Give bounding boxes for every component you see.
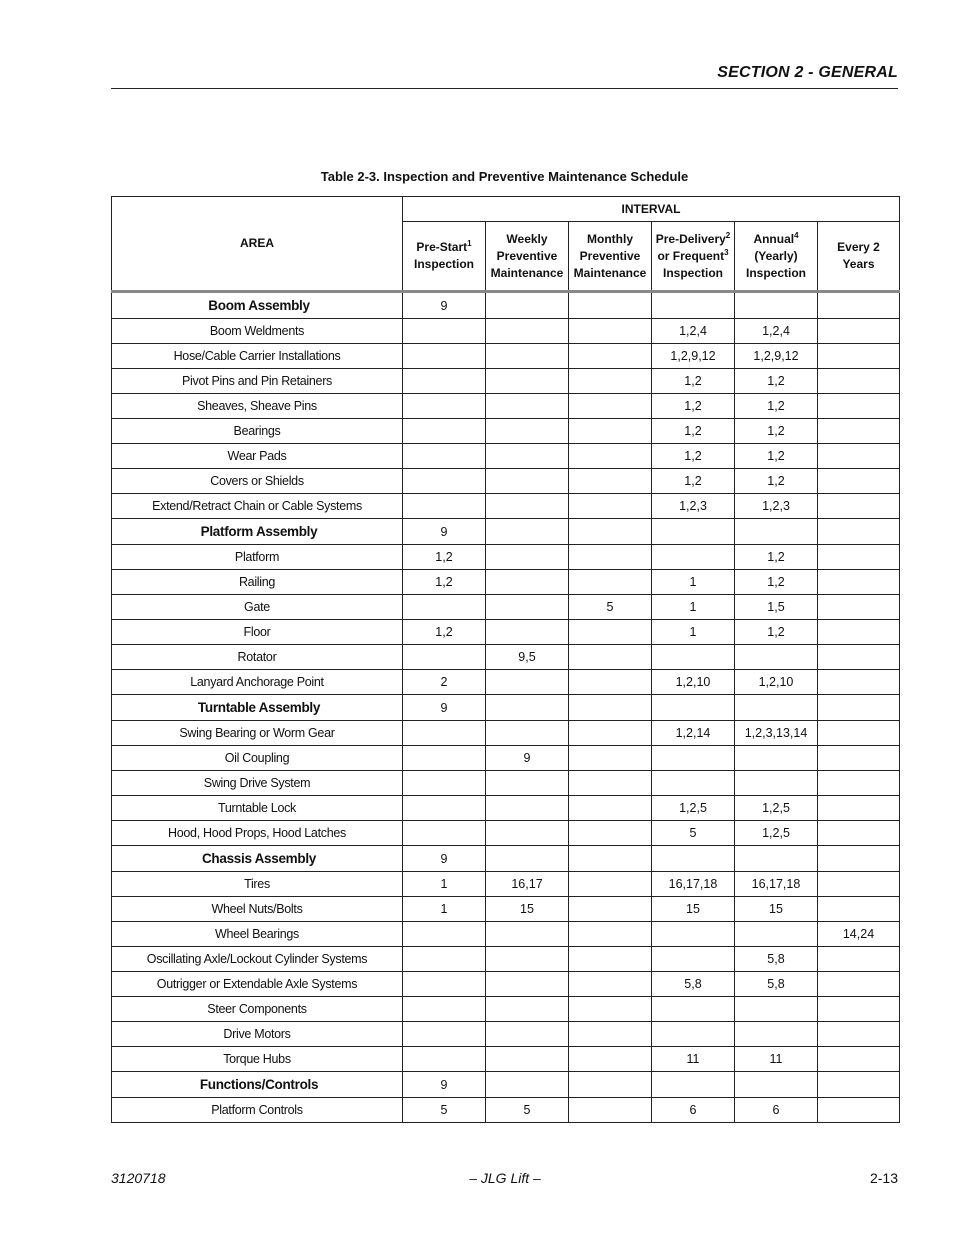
table-row: [112, 947, 900, 972]
table-row: [112, 997, 900, 1022]
col-header-pre-delivery: Pre-Delivery$^2$ or Frequent$^3$ Inspection: [652, 222, 735, 292]
table-section-row: [112, 1072, 900, 1098]
interval-cell: [403, 821, 486, 846]
interval-cell: 1,2,4: [735, 319, 818, 344]
interval-cell: [818, 519, 900, 545]
table-row: [112, 771, 900, 796]
interval-cell: [569, 292, 652, 319]
interval-cell: [735, 519, 818, 545]
interval-cell: [403, 595, 486, 620]
interval-cell: [652, 645, 735, 670]
interval-cell: [403, 922, 486, 947]
interval-cell: 1,2,5: [735, 796, 818, 821]
interval-cell: 1,2: [735, 469, 818, 494]
interval-cell: [403, 469, 486, 494]
table-row: [112, 369, 900, 394]
interval-cell: [403, 444, 486, 469]
interval-cell: [486, 947, 569, 972]
interval-cell: [818, 494, 900, 519]
interval-cell: [569, 494, 652, 519]
interval-cell: [486, 319, 569, 344]
col-header-every-2-years: Every 2 Years: [818, 222, 900, 292]
interval-cell: [818, 997, 900, 1022]
interval-cell: [735, 746, 818, 771]
interval-cell: [486, 670, 569, 695]
interval-cell: [403, 645, 486, 670]
area-label: Boom Weldments: [112, 319, 403, 344]
interval-cell: 1,2: [735, 570, 818, 595]
interval-cell: [818, 796, 900, 821]
table-caption: Table 2-3. Inspection and Preventive Maintenance Schedule: [320, 169, 689, 184]
interval-cell: 11: [652, 1047, 735, 1072]
interval-cell: [569, 1072, 652, 1098]
interval-cell: 1,2,3: [735, 494, 818, 519]
interval-cell: 16,17: [486, 872, 569, 897]
interval-cell: [486, 469, 569, 494]
interval-cell: [818, 645, 900, 670]
interval-cell: [818, 620, 900, 645]
interval-cell: 6: [735, 1098, 818, 1123]
interval-cell: 1: [652, 570, 735, 595]
table-row: [112, 620, 900, 645]
section-label: Platform Assembly: [112, 519, 403, 545]
interval-cell: [403, 1022, 486, 1047]
interval-cell: [569, 897, 652, 922]
interval-cell: [569, 645, 652, 670]
interval-cell: 9: [403, 519, 486, 545]
interval-cell: 15: [735, 897, 818, 922]
table-section-row: [112, 292, 900, 319]
interval-cell: [652, 846, 735, 872]
interval-cell: [735, 1072, 818, 1098]
interval-cell: 1,2,10: [652, 670, 735, 695]
interval-cell: 5: [403, 1098, 486, 1123]
table-row: [112, 670, 900, 695]
table-row: [112, 746, 900, 771]
interval-cell: [486, 997, 569, 1022]
area-label: Outrigger or Extendable Axle Systems: [112, 972, 403, 997]
table-row: [112, 721, 900, 746]
area-label: Bearings: [112, 419, 403, 444]
interval-cell: 15: [486, 897, 569, 922]
interval-cell: [569, 746, 652, 771]
interval-cell: 1: [652, 595, 735, 620]
table-row: [112, 821, 900, 846]
interval-cell: [403, 369, 486, 394]
interval-cell: [818, 872, 900, 897]
interval-cell: 15: [652, 897, 735, 922]
interval-cell: [403, 796, 486, 821]
interval-cell: [569, 369, 652, 394]
interval-cell: [818, 746, 900, 771]
interval-cell: [652, 997, 735, 1022]
interval-cell: [486, 344, 569, 369]
table-row: [112, 1098, 900, 1123]
area-label: Wheel Bearings: [112, 922, 403, 947]
interval-cell: [403, 344, 486, 369]
table-row: [112, 645, 900, 670]
table-row: [112, 394, 900, 419]
interval-cell: [403, 319, 486, 344]
interval-cell: [569, 997, 652, 1022]
interval-cell: [569, 695, 652, 721]
interval-cell: [652, 292, 735, 319]
interval-cell: [735, 846, 818, 872]
interval-cell: [486, 972, 569, 997]
interval-cell: 11: [735, 1047, 818, 1072]
area-label: Extend/Retract Chain or Cable Systems: [112, 494, 403, 519]
table-row: [112, 469, 900, 494]
interval-cell: [735, 997, 818, 1022]
interval-cell: [818, 821, 900, 846]
interval-cell: [818, 419, 900, 444]
interval-cell: [486, 545, 569, 570]
interval-cell: [818, 344, 900, 369]
interval-cell: [818, 897, 900, 922]
interval-cell: [569, 545, 652, 570]
interval-cell: 9: [403, 1072, 486, 1098]
col-header-monthly: Monthly Preventive Maintenance: [569, 222, 652, 292]
interval-cell: 1: [652, 620, 735, 645]
interval-cell: [569, 519, 652, 545]
interval-cell: 1,2,4: [652, 319, 735, 344]
section-label: Boom Assembly: [112, 292, 403, 319]
interval-cell: [569, 972, 652, 997]
interval-cell: [818, 1047, 900, 1072]
area-label: Drive Motors: [112, 1022, 403, 1047]
interval-cell: [735, 292, 818, 319]
interval-cell: 1,2: [652, 419, 735, 444]
interval-cell: [818, 721, 900, 746]
table-row: [112, 444, 900, 469]
interval-cell: [818, 846, 900, 872]
area-label: Wear Pads: [112, 444, 403, 469]
interval-cell: 1,2: [652, 444, 735, 469]
interval-cell: [818, 545, 900, 570]
area-label: Covers or Shields: [112, 469, 403, 494]
interval-cell: 1,2: [652, 369, 735, 394]
interval-cell: [486, 821, 569, 846]
interval-cell: 1,2,5: [652, 796, 735, 821]
interval-cell: [403, 771, 486, 796]
table-row: [112, 796, 900, 821]
interval-cell: [818, 1098, 900, 1123]
interval-cell: 5,8: [735, 972, 818, 997]
area-label: Oscillating Axle/Lockout Cylinder Systems: [112, 947, 403, 972]
table-section-row: [112, 519, 900, 545]
interval-cell: [569, 469, 652, 494]
interval-cell: [486, 922, 569, 947]
area-label: Turntable Lock: [112, 796, 403, 821]
interval-cell: 1: [403, 872, 486, 897]
interval-cell: [818, 1072, 900, 1098]
area-label: Sheaves, Sheave Pins: [112, 394, 403, 419]
section-label: Chassis Assembly: [112, 846, 403, 872]
interval-cell: [486, 620, 569, 645]
area-column-header: AREA: [112, 197, 403, 292]
interval-cell: [486, 394, 569, 419]
interval-cell: [818, 469, 900, 494]
interval-cell: [569, 319, 652, 344]
interval-cell: [735, 695, 818, 721]
table-row: [112, 897, 900, 922]
interval-cell: [569, 872, 652, 897]
interval-cell: 1,2,5: [735, 821, 818, 846]
table-section-row: [112, 846, 900, 872]
interval-cell: 5: [486, 1098, 569, 1123]
interval-cell: [486, 846, 569, 872]
interval-cell: [652, 771, 735, 796]
table-row: [112, 595, 900, 620]
table-row: [112, 972, 900, 997]
area-label: Wheel Nuts/Bolts: [112, 897, 403, 922]
interval-cell: [652, 947, 735, 972]
interval-cell: 14,24: [818, 922, 900, 947]
interval-cell: 5: [569, 595, 652, 620]
interval-cell: [486, 1072, 569, 1098]
area-label: Swing Drive System: [112, 771, 403, 796]
interval-cell: 1,2: [735, 419, 818, 444]
interval-cell: [569, 1022, 652, 1047]
table-row: [112, 419, 900, 444]
interval-cell: [403, 494, 486, 519]
interval-cell: [569, 922, 652, 947]
interval-cell: [569, 796, 652, 821]
table-row: [112, 922, 900, 947]
interval-cell: 1,2: [652, 394, 735, 419]
area-label: Oil Coupling: [112, 746, 403, 771]
area-label: Lanyard Anchorage Point: [112, 670, 403, 695]
interval-cell: 1,2: [403, 620, 486, 645]
col-header-pre-start: Pre-Start$^1$ Inspection: [403, 222, 486, 292]
interval-cell: [569, 620, 652, 645]
interval-cell: [569, 394, 652, 419]
interval-cell: 6: [652, 1098, 735, 1123]
table-section-row: [112, 695, 900, 721]
interval-cell: 9: [486, 746, 569, 771]
interval-cell: [486, 519, 569, 545]
table-row: [112, 1022, 900, 1047]
interval-cell: [403, 947, 486, 972]
interval-cell: [818, 947, 900, 972]
col-header-annual: Annual$^4$ (Yearly) Inspection: [735, 222, 818, 292]
area-label: Platform: [112, 545, 403, 570]
table-row: [112, 1047, 900, 1072]
interval-cell: [818, 369, 900, 394]
interval-cell: 16,17,18: [652, 872, 735, 897]
interval-cell: 1,2: [403, 545, 486, 570]
interval-cell: 1,2,10: [735, 670, 818, 695]
interval-cell: 1,2: [735, 444, 818, 469]
interval-cell: 9: [403, 292, 486, 319]
area-label: Gate: [112, 595, 403, 620]
interval-cell: [818, 695, 900, 721]
interval-cell: [818, 570, 900, 595]
interval-cell: [486, 1047, 569, 1072]
table-row: [112, 319, 900, 344]
interval-cell: 1,2,3,13,14: [735, 721, 818, 746]
table-row: [112, 570, 900, 595]
interval-cell: [569, 846, 652, 872]
interval-cell: [652, 695, 735, 721]
interval-cell: [486, 796, 569, 821]
interval-cell: [569, 444, 652, 469]
interval-cell: [569, 670, 652, 695]
interval-cell: 1,2: [735, 620, 818, 645]
maintenance-schedule-table: [111, 196, 900, 1123]
header-rule: [111, 88, 898, 89]
interval-cell: 16,17,18: [735, 872, 818, 897]
interval-cell: [486, 771, 569, 796]
interval-cell: 1,2,3: [652, 494, 735, 519]
interval-cell: [818, 972, 900, 997]
interval-cell: [735, 771, 818, 796]
interval-cell: [735, 1022, 818, 1047]
interval-cell: [403, 721, 486, 746]
area-label: Tires: [112, 872, 403, 897]
page-number: 2-13: [869, 1170, 898, 1186]
area-label: Steer Components: [112, 997, 403, 1022]
interval-cell: [486, 721, 569, 746]
interval-cell: [652, 545, 735, 570]
interval-cell: [403, 972, 486, 997]
footer-brand: – JLG Lift –: [469, 1170, 541, 1186]
interval-cell: [486, 444, 569, 469]
interval-header: INTERVAL: [403, 197, 900, 222]
interval-cell: [569, 344, 652, 369]
area-label: Floor: [112, 620, 403, 645]
area-label: Rotator: [112, 645, 403, 670]
interval-cell: [569, 1047, 652, 1072]
interval-cell: [486, 695, 569, 721]
interval-cell: 2: [403, 670, 486, 695]
interval-cell: [818, 771, 900, 796]
interval-cell: [486, 1022, 569, 1047]
interval-cell: [486, 369, 569, 394]
interval-cell: [486, 595, 569, 620]
section-label: Turntable Assembly: [112, 695, 403, 721]
interval-cell: [486, 570, 569, 595]
area-label: Hose/Cable Carrier Installations: [112, 344, 403, 369]
interval-cell: [403, 394, 486, 419]
document-number: 3120718: [111, 1170, 166, 1186]
interval-cell: [569, 570, 652, 595]
interval-cell: 1,5: [735, 595, 818, 620]
interval-cell: [735, 645, 818, 670]
area-label: Torque Hubs: [112, 1047, 403, 1072]
table-row: [112, 545, 900, 570]
interval-cell: 5: [652, 821, 735, 846]
interval-cell: [569, 771, 652, 796]
interval-cell: [818, 292, 900, 319]
col-header-weekly: Weekly Preventive Maintenance: [486, 222, 569, 292]
interval-cell: [569, 821, 652, 846]
interval-cell: [403, 419, 486, 444]
interval-cell: [403, 997, 486, 1022]
table-row: [112, 872, 900, 897]
interval-cell: [818, 394, 900, 419]
interval-cell: [818, 595, 900, 620]
interval-cell: [818, 670, 900, 695]
interval-cell: [735, 922, 818, 947]
interval-cell: 1,2: [735, 369, 818, 394]
interval-cell: 1,2,9,12: [652, 344, 735, 369]
interval-cell: [652, 922, 735, 947]
table-row: [112, 494, 900, 519]
interval-cell: 1,2,9,12: [735, 344, 818, 369]
section-header: SECTION 2 - GENERAL: [717, 64, 898, 81]
interval-cell: 9: [403, 695, 486, 721]
interval-cell: [486, 419, 569, 444]
interval-cell: 1,2: [735, 394, 818, 419]
area-label: Pivot Pins and Pin Retainers: [112, 369, 403, 394]
area-label: Swing Bearing or Worm Gear: [112, 721, 403, 746]
interval-cell: 1,2: [735, 545, 818, 570]
interval-cell: [818, 444, 900, 469]
interval-cell: [486, 494, 569, 519]
interval-cell: 9,5: [486, 645, 569, 670]
interval-cell: [569, 419, 652, 444]
interval-cell: 1,2: [403, 570, 486, 595]
interval-cell: 5,8: [735, 947, 818, 972]
interval-cell: [818, 1022, 900, 1047]
interval-cell: 9: [403, 846, 486, 872]
interval-cell: [652, 1022, 735, 1047]
interval-cell: 1,2,14: [652, 721, 735, 746]
interval-cell: [403, 746, 486, 771]
area-label: Railing: [112, 570, 403, 595]
interval-cell: 5,8: [652, 972, 735, 997]
interval-cell: [652, 746, 735, 771]
interval-cell: [569, 947, 652, 972]
interval-cell: [486, 292, 569, 319]
interval-cell: 1: [403, 897, 486, 922]
interval-cell: [652, 1072, 735, 1098]
interval-cell: [403, 1047, 486, 1072]
interval-cell: [818, 319, 900, 344]
interval-cell: [569, 721, 652, 746]
section-label: Functions/Controls: [112, 1072, 403, 1098]
table-row: [112, 344, 900, 369]
area-label: Hood, Hood Props, Hood Latches: [112, 821, 403, 846]
area-label: Platform Controls: [112, 1098, 403, 1123]
interval-cell: 1,2: [652, 469, 735, 494]
interval-cell: [569, 1098, 652, 1123]
interval-cell: [652, 519, 735, 545]
